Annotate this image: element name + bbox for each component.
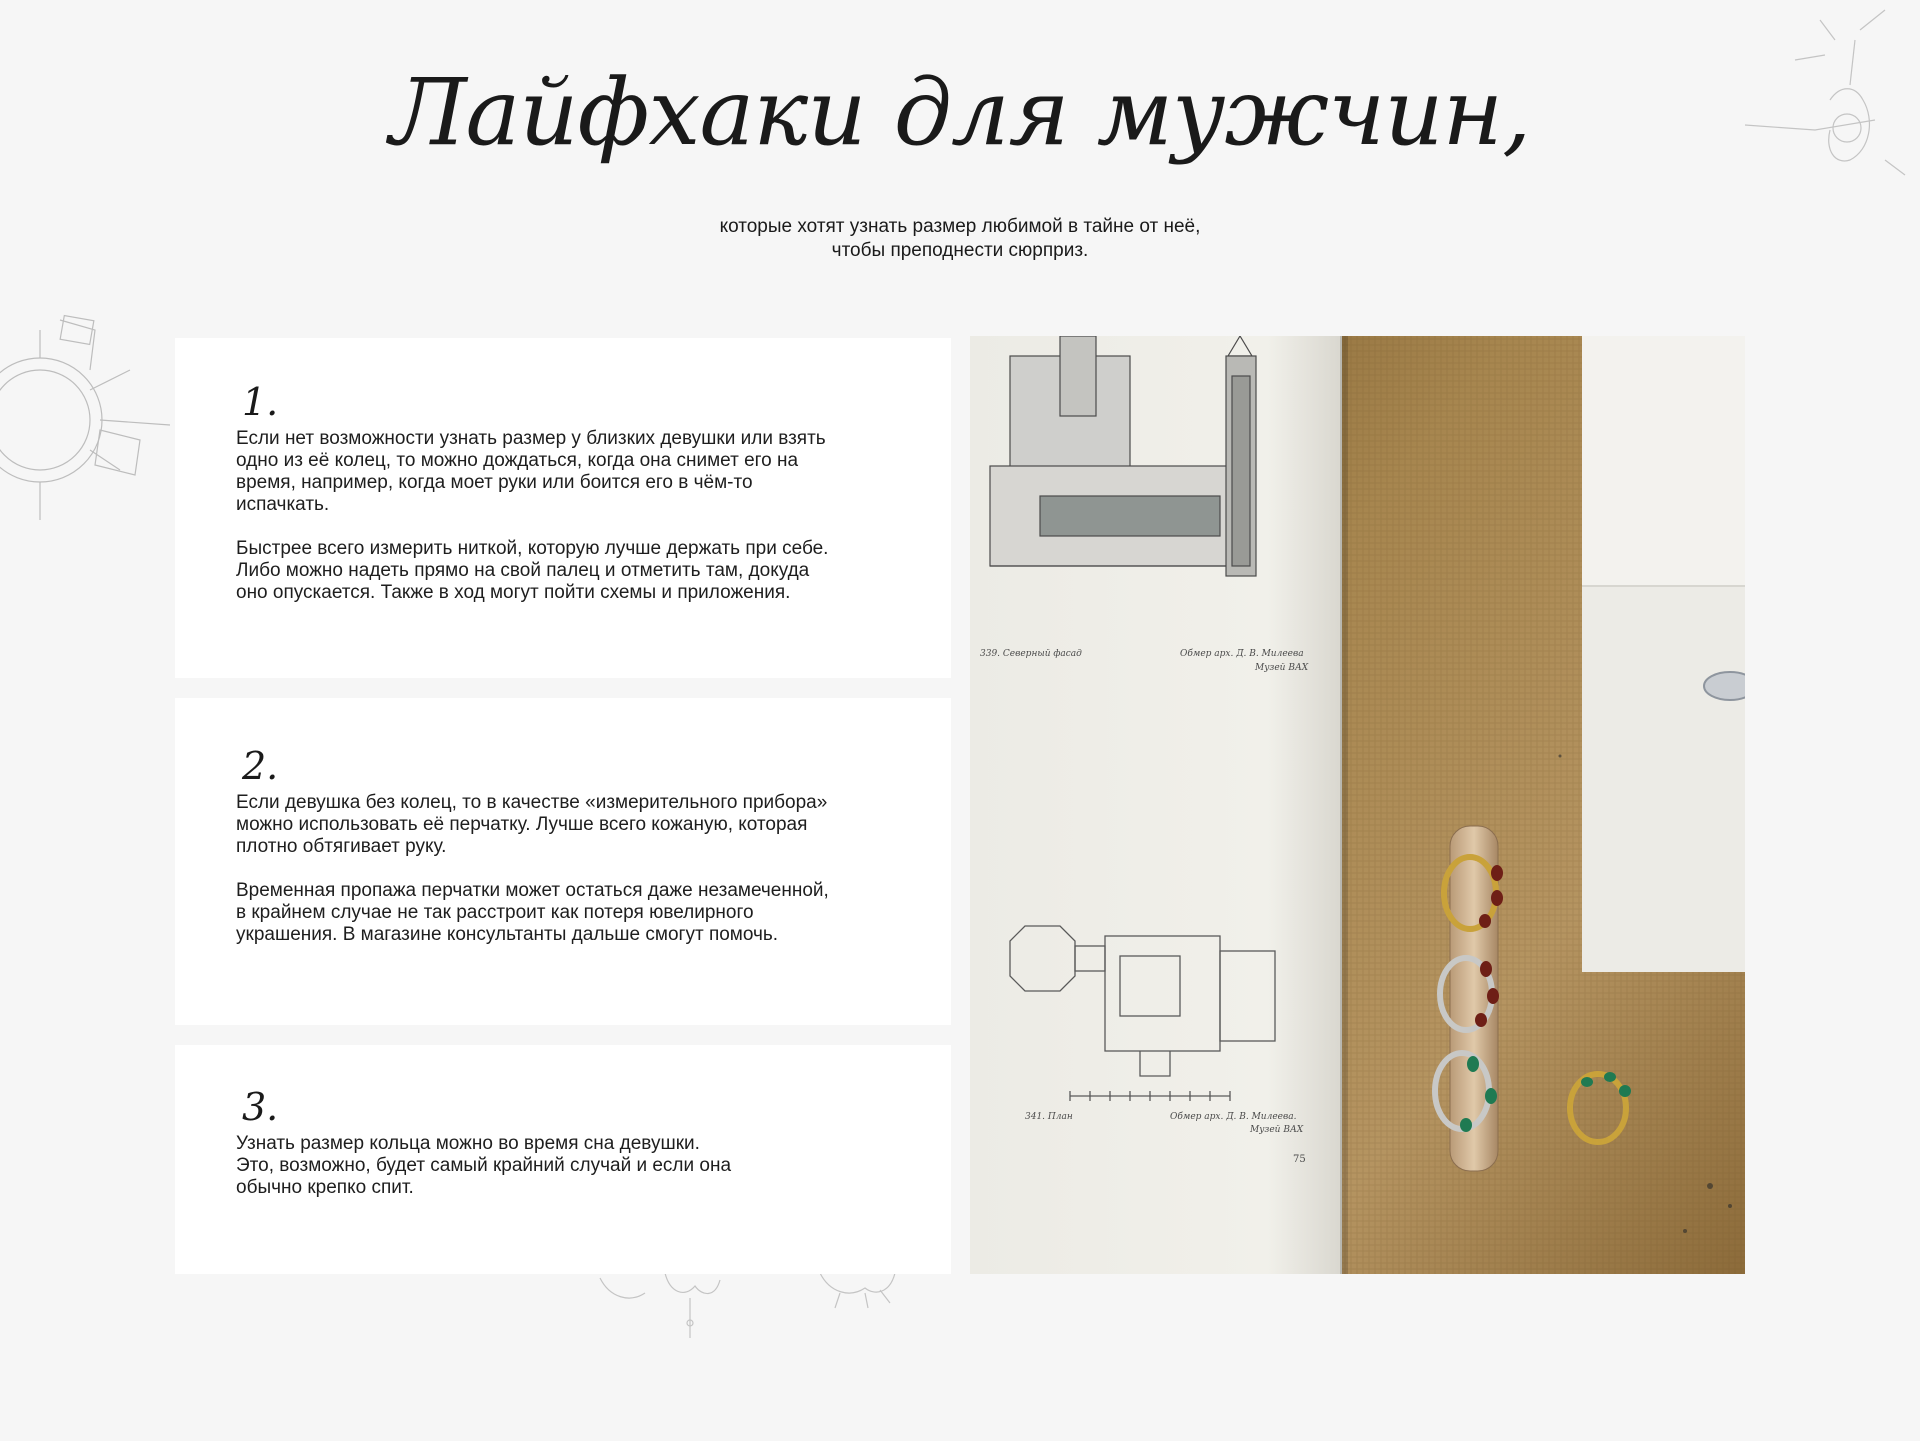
tip-line: обычно крепко спит. <box>236 1177 414 1198</box>
tip-line: одно из её колец, то можно дождаться, когда она снимет его на <box>236 450 799 471</box>
tip-number: 2. <box>242 744 279 788</box>
caption-top-right-1: Обмер арх. Д. В. Милеева <box>1180 649 1304 659</box>
tip-line: Узнать размер кольца можно во время сна девушки. <box>236 1133 700 1154</box>
tip-line: Если девушка без колец, то в качестве «измерительного прибора» <box>236 792 828 813</box>
page-number: 75 <box>1293 1154 1306 1165</box>
tip-line: Быстрее всего измерить ниткой, которую лучше держать при себе. <box>236 538 829 559</box>
caption-top-right-2: Музей ВАХ <box>1255 663 1309 673</box>
tip-number: 1. <box>242 380 279 424</box>
rings-photo <box>970 336 1745 1274</box>
tip-paragraph <box>236 538 891 604</box>
tip-line: можно использовать её перчатку. Лучше всего кожаную, которая <box>236 814 808 835</box>
tip-paragraph <box>236 1133 891 1199</box>
subtitle-line: которые хотят узнать размер любимой в тайне от неё, <box>719 216 1201 237</box>
tip-line: оно опускается. Также в ход могут пойти схемы и приложения. <box>236 582 791 603</box>
page-title: Лайфхаки для мужчин, <box>389 59 1531 166</box>
tip-paragraph <box>236 792 891 858</box>
tip-card-1 <box>175 338 951 678</box>
tip-number: 3. <box>242 1085 279 1129</box>
caption-bottom-left: 341. План <box>1025 1112 1073 1122</box>
subtitle-line: чтобы преподнести сюрприз. <box>831 240 1089 261</box>
tip-paragraph <box>236 428 891 516</box>
caption-bottom-right-1: Обмер арх. Д. В. Милеева. <box>1170 1112 1297 1122</box>
tip-paragraph <box>236 880 891 946</box>
tip-line: Если нет возможности узнать размер у близких девушки или взять <box>236 428 826 449</box>
tip-line: время, например, когда моет руки или боится его в чём-то <box>236 472 753 493</box>
tip-line: Временная пропажа перчатки может остаться даже незамеченной, <box>236 880 829 901</box>
caption-top-left: 339. Северный фасад <box>980 649 1082 659</box>
tip-line: украшения. В магазине консультанты дальше смогут помочь. <box>236 924 779 945</box>
tip-card-2 <box>175 698 951 1025</box>
sketch-rings-bottom <box>590 1268 920 1338</box>
tip-line: Это, возможно, будет самый крайний случай и если она <box>236 1155 732 1176</box>
rings-photo-illustration <box>970 336 1745 1274</box>
tip-card-3 <box>175 1045 951 1274</box>
tip-line: Либо можно надеть прямо на свой палец и отметить там, докуда <box>236 560 810 581</box>
caption-bottom-right-2: Музей ВАХ <box>1250 1125 1304 1135</box>
tip-line: испачкать. <box>236 494 330 515</box>
page-subtitle <box>0 215 1920 263</box>
tip-line: плотно обтягивает руку. <box>236 836 447 857</box>
tip-line: в крайнем случае не так расстроит как потеря ювелирного <box>236 902 754 923</box>
